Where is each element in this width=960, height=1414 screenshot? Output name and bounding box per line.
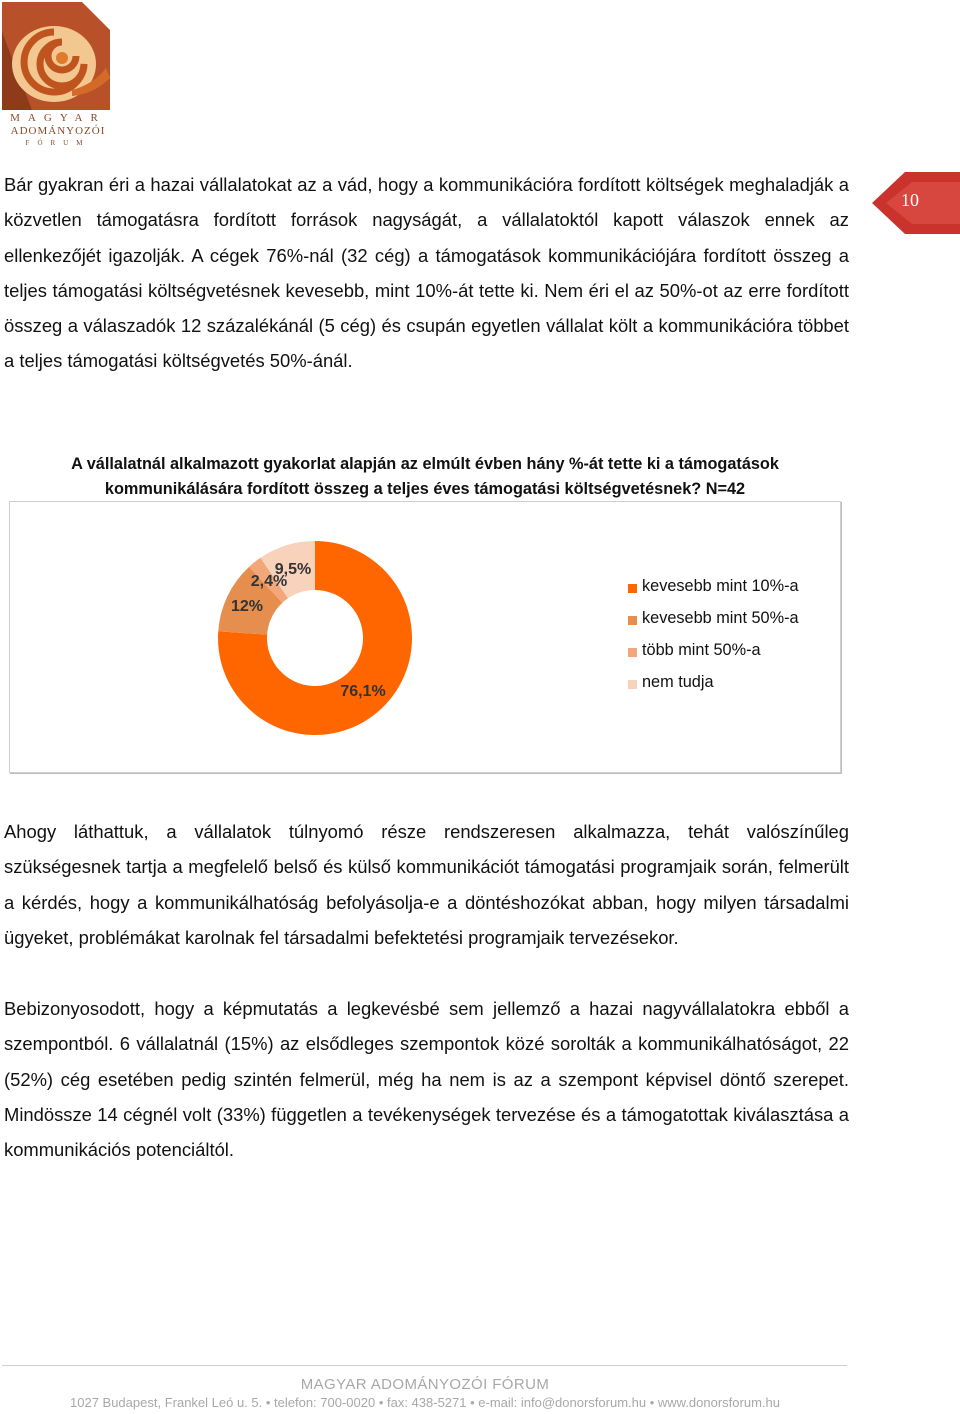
legend-swatch xyxy=(628,584,637,593)
legend-swatch xyxy=(628,616,637,625)
chart-title xyxy=(10,452,840,502)
footer-contact: 1027 Budapest, Frankel Leó u. 5. • telefon: 700-0020 • fax: 438-5271 • e-mail: info@donorsforum.hu • www.donorsforum.hu xyxy=(70,1395,780,1410)
paragraph-communication: Ahogy láthattuk, a vállalatok túlnyomó része rendszeresen alkalmazza, tehát valószínűleg szükségesnek tartja a megfelelő belső és külső kommunikációt támogatási programjaik során, felmerült a kérdés, hogy a kommunikálhatóság befolyásolja-e a döntéshozókat abban, hogy milyen társadalmi ügyeket, problémákat karolnak fel társadalmi befektetési programjaik tervezésekor. xyxy=(4,821,849,948)
data-label-dont-know: 9,5% xyxy=(274,561,312,578)
data-label-less-than-10: 76,1% xyxy=(340,683,386,700)
logo-text-adomanyozoi: ADOMÁNYOZÓI xyxy=(10,125,106,137)
legend-swatch xyxy=(628,680,637,689)
footer-organization: MAGYAR ADOMÁNYOZÓI FÓRUM xyxy=(300,1376,550,1393)
logo-text-magyar: MAGYAR xyxy=(10,112,106,124)
chart-title-line-1: A vállalatnál alkalmazott gyakorlat alapján az elmúlt évben hány %-át tette ki a támogatások xyxy=(71,455,779,473)
data-label-more-than-50: 2,4% xyxy=(250,573,288,590)
legend-label: több mint 50%-a xyxy=(642,641,761,659)
paragraph-findings: Bebizonyosodott, hogy a képmutatás a legkevésbé sem jellemző a hazai nagyvállalatokra ebből a szempontból. 6 vállalatnál (15%) az elsődleges szempontok közé sorolták a kommunikálhatóságot, 22 (52%) cég esetében pedig szintén felmerül, még ha nem is az a szempont képvisel döntő szerepet. Mindössze 14 cégnél volt (33%) független a tevékenységek tervezése és a támogatottak kiválasztása a kommunikációs potenciáltól. xyxy=(4,998,849,1161)
legend-swatch xyxy=(628,648,637,657)
logo xyxy=(2,2,110,152)
footer-divider xyxy=(2,1365,847,1366)
paragraph-intro: Bár gyakran éri a hazai vállalatokat az a vád, hogy a kommunikációra fordított költségek meghaladják a közvetlen támogatásra fordított források nagyságát, a vállalatoktól kapott válaszok ennek az ellenkezőjét igazolják. A cégek 76%-nál (32 cég) a támogatások kommunikációjára fordított összeg a teljes támogatási költségvetésnek kevesebb, mint 10%-át tette ki. Nem éri el az 50%-ot az erre fordított összeg a válaszadók 12 százalékánál (5 cég) és csupán egyetlen vállalat költ a kommunikációra többet a teljes támogatási költségvetés 50%-ánál. xyxy=(4,174,849,372)
legend-label: nem tudja xyxy=(642,673,714,691)
logo-emblem-icon xyxy=(2,2,110,110)
logo-text-forum: FÓRUM xyxy=(25,139,91,147)
data-label-less-than-50: 12% xyxy=(230,598,264,615)
page-number: 10 xyxy=(901,190,919,210)
donut-chart xyxy=(9,501,841,773)
legend-label: kevesebb mint 10%-a xyxy=(642,577,799,595)
legend-label: kevesebb mint 50%-a xyxy=(642,609,799,627)
chart-title-line-2: kommunikálására fordított összeg a teljes éves támogatási költségvetésnek? N=42 xyxy=(104,480,746,498)
